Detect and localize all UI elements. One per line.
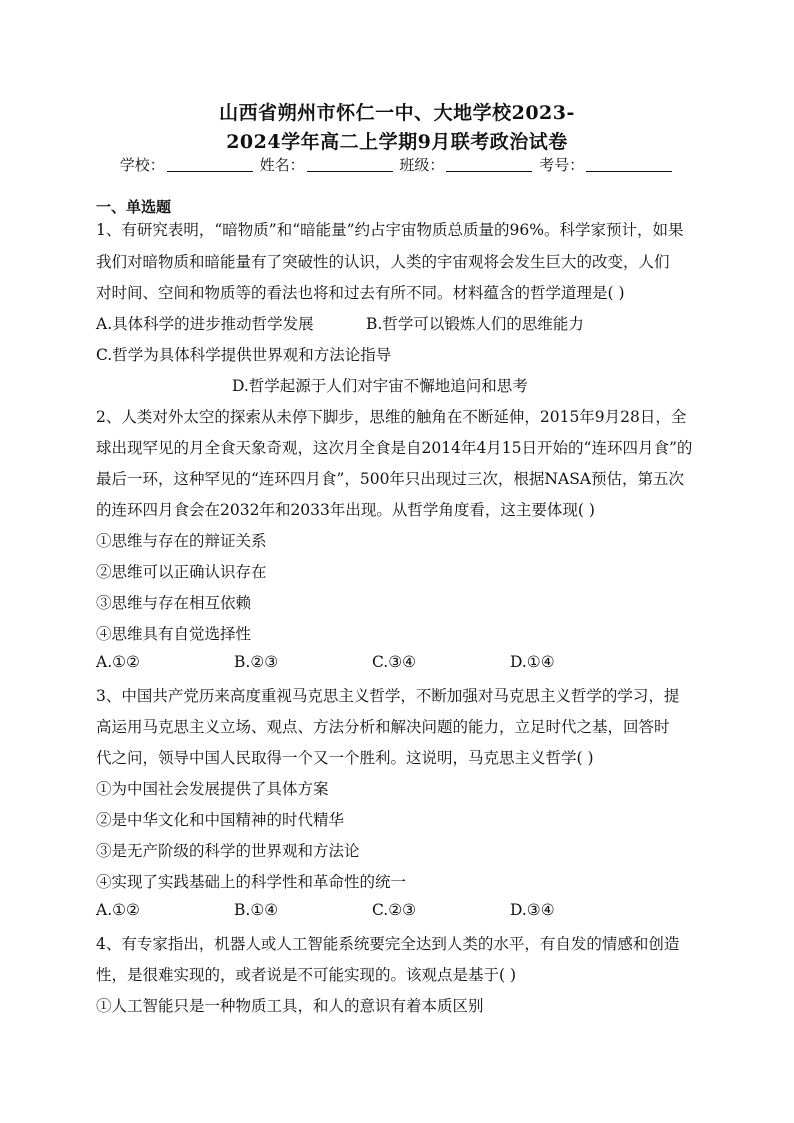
q1-text-line: 对时间、空间和物质等的看法也将和过去有所不同。材料蕴含的哲学道理是( ) <box>96 284 625 302</box>
q3-statement: ①为中国社会发展提供了具体方案 <box>96 780 329 798</box>
q3-text-line: 代之问，领导中国人民取得一个又一个胜利。这说明，马克思主义哲学( ) <box>96 749 594 767</box>
student-info-row <box>0 154 794 175</box>
q3-statement: ③是无产阶级的科学的世界观和方法论 <box>96 842 360 860</box>
q3-option-d[interactable]: D.③④ <box>510 901 555 919</box>
q3-statement: ②是中华文化和中国精神的时代精华 <box>96 811 345 829</box>
exam-title-line-1: 山西省朔州市怀仁一中、大地学校2023- <box>219 102 575 124</box>
q2-statement: ④思维具有自觉选择性 <box>96 625 252 643</box>
q2-statement: ③思维与存在相互依赖 <box>96 594 252 612</box>
q1-option-c[interactable]: C.哲学为具体科学提供世界观和方法论指导 <box>96 346 392 364</box>
q3-option-a[interactable]: A.①② <box>96 901 140 919</box>
section-heading: 一、单选题 <box>96 198 172 216</box>
exam-title-line-2: 2024学年高二上学期9月联考政治试卷 <box>226 131 568 153</box>
q1-option-d[interactable]: D.哲学起源于人们对宇宙不懈地追问和思考 <box>232 377 528 395</box>
q2-option-c[interactable]: C.③④ <box>372 653 417 671</box>
q3-option-b[interactable]: B.①④ <box>234 901 279 919</box>
q1-text-line: 我们对暗物质和暗能量有了突破性的认识，人类的宇宙观将会发生巨大的改变，人们 <box>96 253 670 271</box>
q1-text-line: 1、有研究表明，“暗物质”和“暗能量”约占宇宙物质总质量的96%。科学家预计，如果 <box>96 221 684 239</box>
q3-option-c[interactable]: C.②③ <box>372 901 417 919</box>
q3-text-line: 高运用马克思主义立场、观点、方法分析和解决问题的能力，立足时代之基，回答时 <box>96 718 670 736</box>
q1-options-ab <box>96 312 636 334</box>
q2-option-a[interactable]: A.①② <box>96 653 140 671</box>
q4-text-line: 性，是很难实现的，或者说是不可能实现的。该观点是基于( ) <box>96 966 517 984</box>
q3-options <box>96 901 648 919</box>
exam-no-label: 考号： <box>539 156 585 174</box>
q2-text-line: 最后一环，这种罕见的“连环四月食”，500年只出现过三次，根据NASA预估，第五次 <box>96 470 685 488</box>
q1-option-b[interactable]: B.哲学可以锻炼人们的思维能力 <box>366 315 584 333</box>
q4-text-line: 4、有专家指出，机器人或人工智能系统要完全达到人类的水平，有自发的情感和创造 <box>96 935 680 953</box>
q4-statement: ①人工智能只是一种物质工具，和人的意识有着本质区别 <box>96 997 484 1015</box>
q2-statement: ②思维可以正确认识存在 <box>96 563 267 581</box>
q2-text-line: 球出现罕见的月全食天象奇观，这次月全食是自2014年4月15日开始的“连环四月食”的 <box>96 439 693 457</box>
q1-option-a[interactable]: A.具体科学的进步推动哲学发展 <box>96 315 314 333</box>
q2-text-line: 的连环四月食会在2032年和2033年出现。从哲学角度看，这主要体现( ) <box>96 501 595 519</box>
school-blank[interactable] <box>167 157 253 172</box>
q2-text-line: 2、人类对外太空的探索从未停下脚步，思维的触角在不断延伸，2015年9月28日，全 <box>96 408 687 426</box>
q3-text-line: 3、中国共产党历来高度重视马克思主义哲学，不断加强对马克思主义哲学的学习，提 <box>96 687 680 705</box>
q2-option-d[interactable]: D.①④ <box>510 653 555 671</box>
school-label: 学校： <box>119 156 165 174</box>
q3-statement: ④实现了实践基础上的科学性和革命性的统一 <box>96 873 407 891</box>
class-blank[interactable] <box>446 157 532 172</box>
q2-statement: ①思维与存在的辩证关系 <box>96 532 267 550</box>
class-label: 班级： <box>399 156 445 174</box>
q2-options <box>96 653 648 671</box>
name-blank[interactable] <box>307 157 393 172</box>
exam-no-blank[interactable] <box>586 157 672 172</box>
name-label: 姓名： <box>259 156 305 174</box>
q2-option-b[interactable]: B.②③ <box>234 653 279 671</box>
